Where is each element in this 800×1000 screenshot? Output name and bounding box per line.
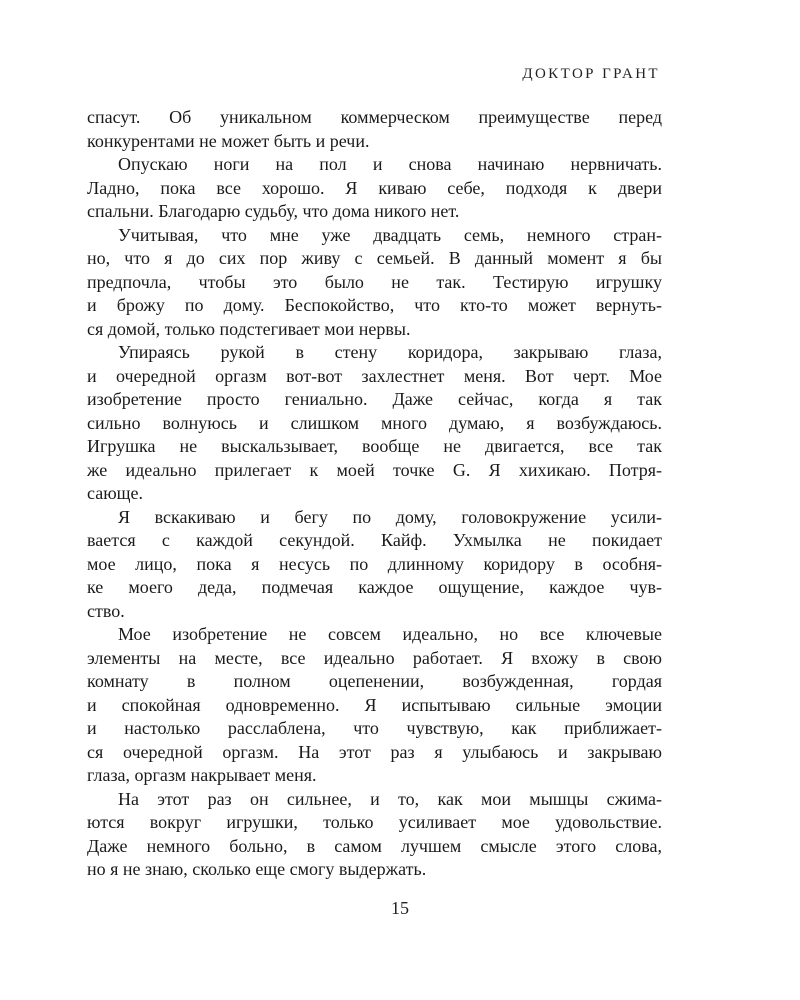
text-line: но я не знаю, сколько еще смогу выдержать. <box>87 859 427 879</box>
text-line: ются вокруг игрушки, только усиливает мое удовольствие. <box>87 812 662 832</box>
text-line: ство. <box>87 600 125 621</box>
paragraph <box>87 506 662 624</box>
text-line: вается с каждой секундой. Кайф. Ухмылка не покидает <box>87 530 662 550</box>
paragraph <box>87 106 662 153</box>
page-number: 15 <box>391 898 409 918</box>
text-line: Ладно, пока все хорошо. Я киваю себе, подходя к двери <box>87 177 662 198</box>
text-line: спасут. Об уникальном коммерческом преимуществе перед <box>87 107 662 127</box>
text-line: комнату в полном оцепенении, возбужденная, гордая <box>87 671 662 691</box>
paragraph <box>87 153 662 224</box>
text-line: Даже немного больно, в самом лучшем смысле этого слова, <box>87 835 662 856</box>
text-line: мое лицо, пока я несусь по длинному коридору в особня- <box>87 553 662 574</box>
text-line: предпочла, чтобы это было не так. Тестирую игрушку <box>87 271 662 292</box>
text-line: конкурентами не может быть и речи. <box>87 130 370 151</box>
text-line: элементы на месте, все идеально работает. Я вхожу в свою <box>87 647 662 668</box>
text-line: сающе. <box>87 483 143 503</box>
paragraph <box>87 341 662 506</box>
text-line: ке моего деда, подмечая каждое ощущение, каждое чув- <box>87 577 662 597</box>
text-line: Учитывая, что мне уже двадцать семь, немного стран- <box>118 224 662 245</box>
text-line: ся домой, только подстегивает мои нервы. <box>87 318 411 339</box>
text-line: и очередной оргазм вот-вот захлестнет меня. Вот черт. Мое <box>87 365 662 386</box>
text-line: же идеально прилегает к моей точке G. Я хихикаю. Потря- <box>87 459 662 480</box>
running-head: ДОКТОР ГРАНТ <box>522 66 660 82</box>
text-line: Упираясь рукой в стену коридора, закрываю глаза, <box>118 342 662 362</box>
text-line: На этот раз он сильнее, и то, как мои мышцы сжима- <box>118 788 662 809</box>
text-line: сильно волнуюсь и слишком много думаю, я возбуждаюсь. <box>87 412 662 433</box>
paragraph <box>87 224 662 342</box>
text-line: и спокойная одновременно. Я испытываю сильные эмоции <box>87 694 662 715</box>
text-line: и настолько расслаблена, что чувствую, как приближает- <box>87 718 662 738</box>
text-line: Я вскакиваю и бегу по дому, головокружение усили- <box>118 506 662 527</box>
text-line: Опускаю ноги на пол и снова начинаю нервничать. <box>118 154 662 174</box>
body-text <box>87 106 662 882</box>
text-line: изобретение просто гениально. Даже сейчас, когда я так <box>87 389 662 409</box>
text-line: ся очередной оргазм. На этот раз я улыбаюсь и закрываю <box>87 741 662 762</box>
text-line: Мое изобретение не совсем идеально, но все ключевые <box>118 624 662 644</box>
paragraph <box>87 623 662 788</box>
text-line: Игрушка не выскальзывает, вообще не двигается, все так <box>87 436 662 456</box>
text-line: но, что я до сих пор живу с семьей. В данный момент я бы <box>87 248 662 268</box>
paragraph <box>87 788 662 882</box>
text-line: спальни. Благодарю судьбу, что дома никого нет. <box>87 201 460 221</box>
text-line: и брожу по дому. Беспокойство, что кто-то может вернуть- <box>87 295 662 315</box>
text-line: глаза, оргазм накрывает меня. <box>87 765 317 785</box>
